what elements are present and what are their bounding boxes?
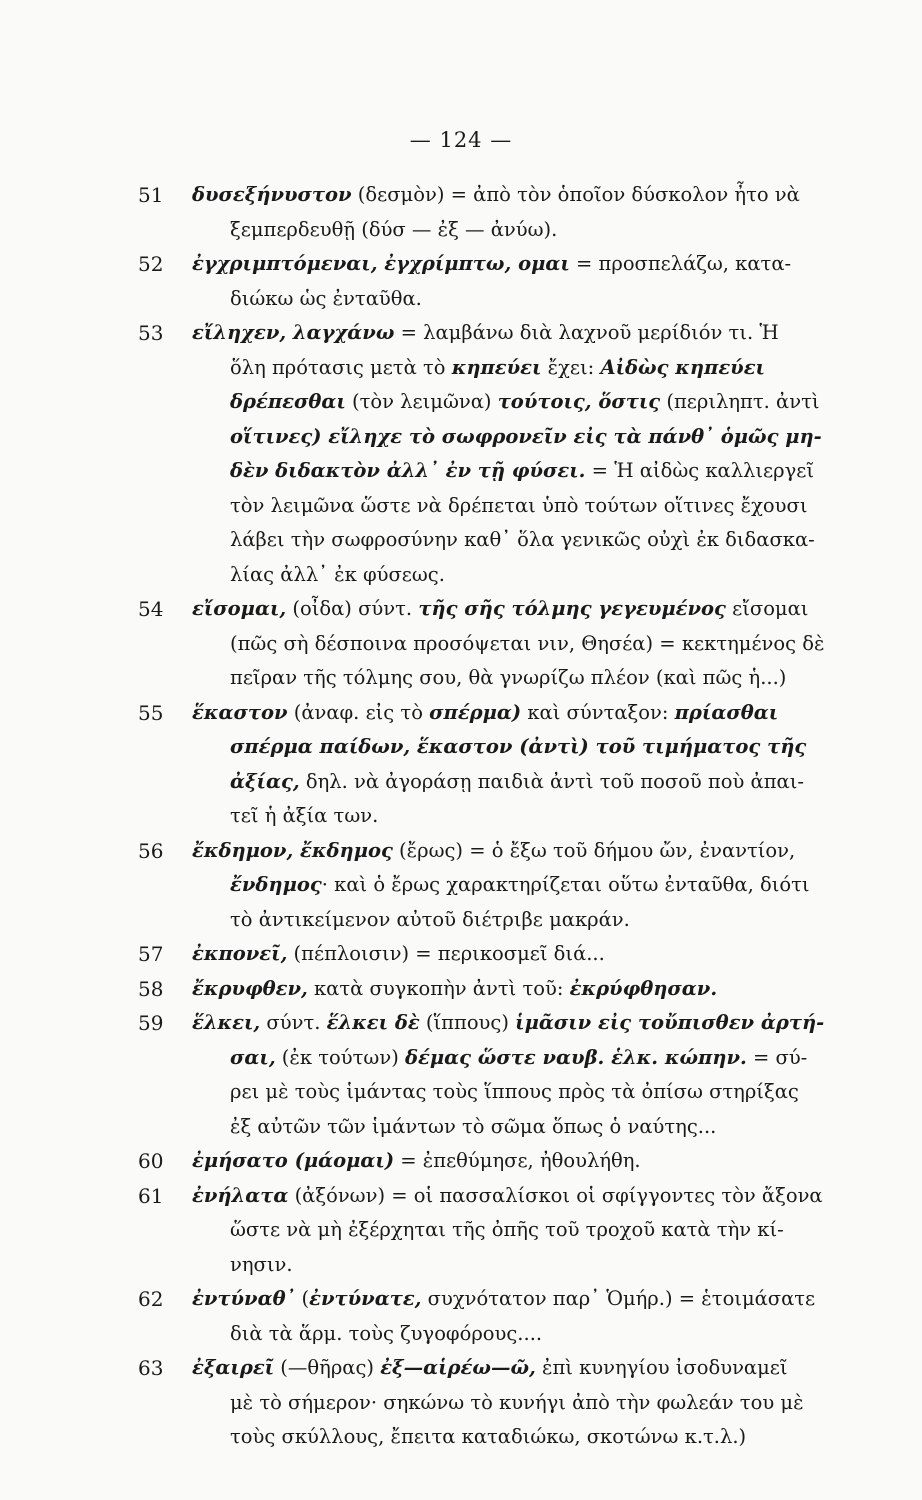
entry-line <box>230 661 878 696</box>
gloss-text: (τὸν λειμῶνα) <box>345 390 498 413</box>
gloss-text: ( <box>295 1287 310 1310</box>
lemma-text: ἐκπονεῖ, <box>192 942 288 965</box>
gloss-text: εἴσομαι <box>725 597 809 620</box>
entry-number: 53 <box>138 321 164 345</box>
glossary-entry <box>138 937 878 972</box>
gloss-text: ἐξ αὐτῶν τῶν ἱμάντων τὸ σῶμα ὅπως ὁ ναύτης... <box>230 1114 717 1138</box>
gloss-text: = Ἡ αἰδὼς καλλιεργεῖ <box>585 459 815 482</box>
entry-line <box>230 868 878 903</box>
entry-line <box>230 1041 878 1076</box>
entry-line <box>230 1420 878 1455</box>
entry-line <box>230 1386 878 1421</box>
gloss-text: τὸ ἀντικείμενον αὐτοῦ διέτριβε μακράν. <box>230 907 630 931</box>
glossary-entries <box>138 178 878 1455</box>
page-number: — 124 — <box>409 128 513 152</box>
entry-line <box>230 627 878 662</box>
gloss-text: · καὶ ὁ ἔρως χαρακτηρίζεται οὕτω ἐνταῦθα, διότι <box>321 873 810 896</box>
gloss-text: πεῖραν τῆς τόλμης σου, θὰ γνωρίζω πλέον (καὶ πῶς ἡ...) <box>230 666 787 689</box>
gloss-text: (ἀναφ. εἰς τὸ <box>287 700 430 724</box>
gloss-text: ρει μὲ τοὺς ἱμάντας τοὺς ἵππους πρὸς τὰ ὀπίσω στηρίξας <box>230 1080 799 1103</box>
entry-number: 54 <box>138 597 164 621</box>
lemma-text: δέμας ὥστε ναυβ. ἑλκ. κώπην. <box>405 1045 747 1069</box>
lemma-text: τῆς σῆς τόλμης γεγευμένος <box>418 597 726 620</box>
entry-line <box>230 420 878 455</box>
lemma-text: δρέπεσθαι <box>230 390 346 413</box>
gloss-text: ὅλη πρότασις μετὰ τὸ <box>230 355 452 379</box>
entry-number: 61 <box>138 1183 164 1208</box>
gloss-text: τεῖ ἡ ἀξία των. <box>230 804 379 827</box>
entry-line <box>230 1248 878 1283</box>
gloss-text: (ἵππους) <box>419 1011 516 1034</box>
gloss-text: = σύ- <box>746 1045 808 1069</box>
gloss-text: δηλ. νὰ ἀγοράσῃ παιδιὰ ἀντὶ τοῦ ποσοῦ ποὺ ἀπαι- <box>299 769 804 793</box>
glossary-entry <box>138 178 878 247</box>
entry-line <box>230 282 878 317</box>
gloss-text: τοὺς σκύλλους, ἔπειτα καταδιώκω, σκοτώνω κ.τ.λ.) <box>230 1425 747 1448</box>
entry-number: 55 <box>138 700 164 725</box>
lemma-text: ἔκδημον, ἔκδημος <box>192 838 393 862</box>
glossary-entry <box>138 1144 878 1179</box>
gloss-text: μὲ τὸ σήμερον· σηκώνω τὸ κυνήγι ἀπὸ τὴν φωλεάν του μὲ <box>230 1390 804 1414</box>
entry-line <box>192 316 878 351</box>
gloss-text: = λαμβάνω διὰ λαχνοῦ μερίδιόν τι. Ἡ <box>394 321 779 344</box>
entry-line <box>192 937 878 972</box>
glossary-entry <box>138 247 878 316</box>
entry-line <box>230 1213 878 1248</box>
lemma-text: ἐκρύφθησαν. <box>569 976 718 1000</box>
entry-number: 62 <box>138 1287 164 1311</box>
entry-line <box>230 799 878 834</box>
entry-line <box>192 1144 878 1179</box>
gloss-text: ἐπὶ κυνηγίου ἰσοδυναμεῖ <box>535 1356 788 1379</box>
lemma-text: ἐντύναθ᾽ <box>192 1287 296 1310</box>
entry-line <box>192 1351 878 1386</box>
entry-line <box>192 592 878 627</box>
entry-line <box>192 834 878 869</box>
lemma-text: σαι, <box>230 1045 276 1069</box>
lemma-text: εἴσομαι, <box>192 597 287 620</box>
gloss-text: (—θῆρας) <box>274 1356 381 1379</box>
gloss-text: νησιν. <box>230 1252 293 1276</box>
glossary-entry <box>138 316 878 592</box>
lemma-text: ἕλκει δὲ <box>326 1011 420 1034</box>
glossary-entry <box>138 696 878 834</box>
gloss-text: ξεμπερδευθῇ (δύσ — ἐξ — ἀνύω). <box>230 217 558 241</box>
lemma-text: κηπεύει <box>451 355 542 379</box>
entry-line <box>192 1179 878 1214</box>
entry-line <box>230 1317 878 1352</box>
entry-line <box>192 1006 878 1041</box>
lemma-text: ἀξίας, <box>230 769 300 793</box>
lemma-text: ἐξαιρεῖ <box>192 1356 275 1379</box>
entry-line <box>230 213 878 248</box>
lemma-text: δυσεξήνυστον <box>192 183 352 206</box>
gloss-text: = προσπελάζω, κατα- <box>569 252 792 275</box>
gloss-text: διὰ τὰ ἅρμ. τοὺς ζυγοφόρους.... <box>230 1321 543 1345</box>
entry-line <box>230 454 878 489</box>
lemma-text: ἐμήσατο (μάομαι) <box>192 1149 395 1172</box>
entry-line <box>230 385 878 420</box>
glossary-entry <box>138 1351 878 1455</box>
entry-line <box>192 972 878 1007</box>
entry-number: 63 <box>138 1356 164 1380</box>
entry-line <box>192 1282 878 1317</box>
glossary-entry <box>138 592 878 696</box>
entry-line <box>230 765 878 800</box>
glossary-entry <box>138 834 878 938</box>
lemma-text: σπέρμα παίδων, ἕκαστον (ἀντὶ) τοῦ τιμήματος τῆς <box>230 735 807 758</box>
entry-number: 60 <box>138 1149 164 1173</box>
gloss-text: κατὰ συγκοπὴν ἀντὶ τοῦ: <box>307 976 570 1000</box>
lemma-text: εἴληχεν, λαγχάνω <box>192 321 395 344</box>
gloss-text: (ἐκ τούτων) <box>275 1045 405 1069</box>
gloss-text: ὥστε νὰ μὴ ἐξέρχηται τῆς ὀπῆς τοῦ τροχοῦ κατὰ τὴν κί- <box>230 1218 784 1241</box>
gloss-text: (πῶς σὴ δέσποινα προσόψεται νιν, Θησέα) = κεκτημένος δὲ <box>230 631 825 655</box>
entry-line <box>230 1110 878 1145</box>
glossary-entry <box>138 1006 878 1144</box>
lemma-text: τούτοις, ὅστις <box>497 390 661 413</box>
entry-number: 56 <box>138 838 164 863</box>
lemma-text: ἕλκει, <box>192 1011 261 1034</box>
gloss-text: (ἀξόνων) = οἱ πασσαλίσκοι οἱ σφίγγοντες τὸν ἄξονα <box>288 1183 823 1207</box>
gloss-text: (περιληπτ. ἀντὶ <box>660 390 820 413</box>
entry-line <box>192 247 878 282</box>
gloss-text: = ἐπεθύμησε, ἠθουλήθη. <box>394 1149 641 1172</box>
glossary-entry <box>138 1282 878 1351</box>
entry-number: 52 <box>138 252 164 276</box>
entry-number: 59 <box>138 1011 164 1035</box>
lemma-text: δὲν διδακτὸν ἀλλ᾽ ἐν τῇ φύσει. <box>230 459 586 482</box>
lemma-text: ἐξ—αἱρέω—ῶ, <box>380 1356 536 1379</box>
gloss-text: (δεσμὸν) = ἀπὸ τὸν ὁποῖον δύσκολον ἦτο νὰ <box>351 183 800 206</box>
gloss-text: (πέπλοισιν) = περικοσμεῖ διά... <box>287 942 605 965</box>
entry-line <box>230 903 878 938</box>
gloss-text: καὶ σύνταξον: <box>521 700 675 724</box>
gloss-text: ἔχει: <box>541 355 601 379</box>
entry-number: 51 <box>138 183 164 207</box>
lemma-text: ἔνδημος <box>230 873 322 896</box>
gloss-text: διώκω ὡς ἐνταῦθα. <box>230 286 422 310</box>
lemma-text: ἱμᾶσιν εἰς τοὔπισθεν ἀρτή- <box>515 1011 825 1034</box>
entry-line <box>230 558 878 593</box>
gloss-text: (ἔρως) = ὁ ἔξω τοῦ δήμου ὤν, ἐναντίον, <box>392 838 796 862</box>
glossary-entry <box>138 1179 878 1283</box>
lemma-text: πρίασθαι <box>674 700 779 724</box>
lemma-text: ἐνήλατα <box>192 1183 289 1207</box>
lemma-text: ἔκρυφθεν, <box>192 976 308 1000</box>
entry-number: 58 <box>138 976 164 1001</box>
lemma-text: σπέρμα) <box>429 700 522 724</box>
gloss-text: λίας ἀλλ᾽ ἐκ φύσεως. <box>230 562 445 586</box>
entry-number: 57 <box>138 942 164 966</box>
entry-line <box>230 1075 878 1110</box>
lemma-text: Αἰδὼς κηπεύει <box>600 355 765 379</box>
gloss-text: (οἶδα) σύντ. <box>286 597 419 620</box>
entry-line <box>230 523 878 558</box>
entry-line <box>192 178 878 213</box>
entry-line <box>192 696 878 731</box>
lemma-text: ἕκαστον <box>192 700 288 724</box>
gloss-text: σύντ. <box>260 1011 327 1034</box>
lemma-text: ἐντύνατε, <box>309 1287 422 1310</box>
glossary-entry <box>138 972 878 1007</box>
gloss-text: λάβει τὴν σωφροσύνην καθ᾽ ὅλα γενικῶς οὐχὶ ἐκ διδασκα- <box>230 528 815 551</box>
entry-line <box>230 351 878 386</box>
gloss-text: τὸν λειμῶνα ὥστε νὰ δρέπεται ὑπὸ τούτων οἵτινες ἔχουσι <box>230 493 808 517</box>
entry-line <box>230 489 878 524</box>
entry-line <box>230 730 878 765</box>
lemma-text: οἵτινες) εἴληχε τὸ σωφρονεῖν εἰς τὰ πάνθ᾽ ὁμῶς μη- <box>230 424 822 448</box>
lemma-text: ἐγχριμπτόμεναι, ἐγχρίμπτω, ομαι <box>192 252 570 275</box>
gloss-text: συχνότατον παρ᾽ Ὁμήρ.) = ἑτοιμάσατε <box>421 1287 816 1310</box>
